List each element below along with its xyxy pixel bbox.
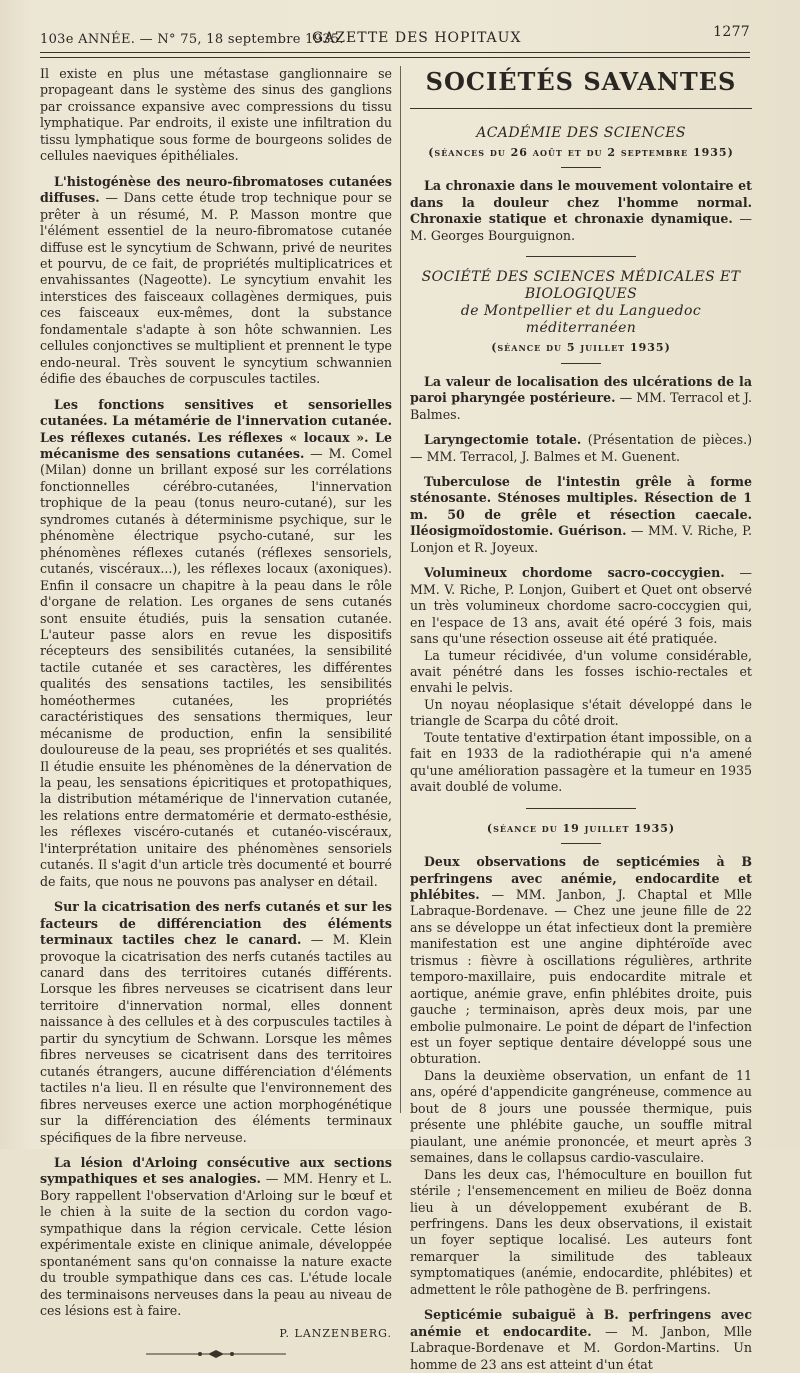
entry-septicemies <box>410 854 752 1068</box>
entry-authors: — MM. V. Riche, P. Lonjon, Guibert et Quet ont observé un très volumineux chordome sacro-coccygien qui, en l'espace de 13 ans, avait été opéré 3 fois, mais sans qu'une résection osseuse ait été pratiquée. <box>410 565 752 647</box>
entry-title: La chronaxie dans le mouvement volontaire et dans la douleur chez l'homme normal. Chronaxie statique et chronaxie dynamique. <box>410 178 752 227</box>
entry-paroi-pharyngee <box>410 374 752 423</box>
entry-chordome <box>410 565 752 647</box>
article-title: La lésion d'Arloing consécutive aux sections sympathiques et ses analogies. <box>40 1155 392 1187</box>
divider-rule <box>526 808 636 809</box>
entry-authors: (Présentation de pièces.) — MM. Terracol, J. Balmes et M. Guenent. <box>410 432 752 464</box>
entry-chronaxie <box>410 178 752 244</box>
entry-authors: — MM. Janbon, J. Chaptal et Mlle Labraque-Bordenave. — Chez une jeune fille de 22 ans se développe un état infectieux dont la première manifestation est une angine diphtéroïde avec trismus : fièvre à oscillations régulières, arthrite temporo-maxillaire, puis endocardite mitrale et aortique, anémie grave, enfin phlébites droite, puis gauche ; terminaison, après deux mois, par une embolie pulmonaire. Le point de départ de l'infection est un foyer septique dentaire développé sous une obturation. <box>410 886 752 1067</box>
entry-laryngectomie <box>410 432 752 465</box>
article-arloing <box>40 1155 392 1320</box>
entry-authors: — MM. Terracol et J. Balmes. <box>410 390 752 422</box>
short-rule <box>561 843 601 844</box>
end-ornament <box>146 1350 286 1358</box>
section-rule <box>410 108 752 111</box>
intro-paragraph: Il existe en plus une métastase ganglionnaire se propageant dans le système des sinus des ganglions par croissance expansive avec compressions du tissu lymphatique. Par endroits, il existe une infiltration du tissu lymphatique sous forme de bourgeons solides de cellules naeviques épithéliales. <box>40 66 392 164</box>
left-column <box>40 66 392 1358</box>
article-body: — Dans cette étude trop technique pour se prêter à un résumé, M. P. Masson montre que l'élément essentiel de la neuro-fibromatose cutanée diffuse est le syncytium de Schwann, privé de neurites et pourvu, de ce fait, de propriétés multiplicatrices et envahissantes (Nageotte). Le syncytium envahit les interstices des faisceaux collagènes dermiques, puis ces faisceaux eux-mêmes, dont la substance fondamentale s'adapte à son hôte schwannien. Les cellules conjonctives se multiplient et prennent le type endo-neural. Très souvent le syncytium schwannien édifie des ébauches de corpuscules tactiles. <box>40 190 392 387</box>
issue-line: 103e ANNÉE. — N° 75, 18 septembre 1935. <box>40 32 344 47</box>
entry-title: Deux observations de septicémies à B perfringens avec anémie, endocardite et phlébites. <box>410 854 752 902</box>
article-body: — M. Comel (Milan) donne un brillant exposé sur les corrélations fonctionnelles cérébro-cutanées, l'innervation trophique de la peau (tonus neuro-cutané), sur les syndromes cutanés à déterminisme psychique, sur le phénomène électrique psycho-cutané, sur les phénomènes réflexes cutanés (réflexes sensoriels, cutanés, viscéraux...), les réflexes locaux (axoniques). Enfin il consacre un chapitre à la peau dans le rôle d'organe de relation. Les organes de sens cutanés sont ensuite étudiés, puis la sensation cutanée. L'auteur passe alors en revue les dispositifs récepteurs des sensibilités cutanées, la sensibilité tactile cutanée et ses caractères, les différentes qualités des sensations tactiles, les sensibilités homéothermes cutanées, les propriétés caractéristiques des sensations thermiques, leur mécanisme de production, enfin la sensibilité douloureuse de la peau, ses propriétés et ses qualités. Il étudie ensuite les phénomènes de la dénervation de la peau, les sensations épicritiques et protopathiques, la distribution métamérique de l'innervation cutanée, les relations entre dermatomérie et dermato-esthésie, les réflexes viscéro-cutanés et cutanéo-viscéraux, l'interprétation unitaire des phénomènes sensoriels cutanés. Il s'agit d'un article très documenté et bourré de faits, que nous ne pouvons pas analyser en détail. <box>40 445 392 889</box>
section-title: SOCIÉTÉS SAVANTES <box>425 67 737 96</box>
entry-authors: — M. Janbon, Mlle Labraque-Bordenave et M. Gordon-Martins. Un homme de 23 ans est atteint d'un état <box>410 1323 752 1372</box>
author-signature: P. LANZENBERG. <box>279 1326 392 1340</box>
article-fonctions-sensitives <box>40 397 392 891</box>
chordome-paragraph: La tumeur récidivée, d'un volume considérable, avait pénétré dans les fosses ischio-rectales et envahi le pelvis. <box>410 647 752 696</box>
article-cicatrisation <box>40 899 392 1146</box>
article-title: L'histogénèse des neuro-fibromatoses cutanées diffuses. <box>40 173 392 206</box>
chordome-paragraph: Toute tentative d'extirpation étant impossible, on a fait en 1933 de la radiothérapie qui n'a amené qu'une amélioration passagère et la tumeur en 1935 avait doublé de volume. <box>410 729 752 795</box>
right-column <box>410 66 752 1373</box>
article-title: Les fonctions sensitives et sensorielles cutanées. La métamérie de l'innervation cutanée. Les réflexes cutanés. Les réflexes « locaux ». Le mécanisme des sensations cutanées. <box>40 396 392 461</box>
short-rule <box>561 363 601 364</box>
header-rule <box>40 52 750 58</box>
article-body: — M. Klein provoque la cicatrisation des nerfs cutanés tactiles au canard dans des territoires cutanés différents. Lorsque les fibres nerveuses se cicatrisent dans leur territoire d'innervation normal, elles donnent naissance à des cellules et à des corpuscules tactiles à partir du syncytium de Schwann. Lorsque les mêmes fibres nerveuses se cicatrisent dans des territoires cutanés étrangers, aucune différenciation d'éléments tactiles n'a lieu. Il en résulte que l'environnement des fibres nerveuses exerce une action morphogénétique sur la différenciation des éléments terminaux spécifiques de la fibre nerveuse. <box>40 932 393 1145</box>
entry-authors: — MM. V. Riche, P. Lonjon et R. Joyeux. <box>410 523 753 555</box>
entry-tuberculose-intestin <box>410 474 752 556</box>
septicemie-paragraph: Dans la deuxième observation, un enfant de 11 ans, opéré d'appendicite gangréneuse, commence au bout de 8 jours une poussée thermique, puis présente une phlébite gauche, un souffle mitral piaulant, une anémie prononcée, et meurt après 3 semaines, dans le collapsus cardio-vasculaire. <box>410 1067 752 1166</box>
seance-date: (séance du 5 juillet 1935) <box>491 341 671 355</box>
entry-title: La valeur de localisation des ulcérations de la paroi pharyngée postérieure. <box>410 373 752 406</box>
divider-rule <box>526 256 636 257</box>
seance-date: (séances du 26 août et du 2 septembre 1935) <box>428 146 734 159</box>
page-number: 1277 <box>713 24 750 40</box>
academie-name: ACADÉMIE DES SCIENCES <box>476 125 686 141</box>
journal-title: GAZETTE DES HOPITAUX <box>312 30 522 46</box>
septicemie-paragraph: Dans les deux cas, l'hémoculture en bouillon fut stérile ; l'ensemencement en milieu de Boëz donna lieu à un développement exubérant de B. perfringens. Dans les deux observations, il existait un foyer septique localisé. Les auteurs font remarquer la similitude des tableaux symptomatiques (anémie, endocardite, phlébites) et admettent le rôle pathogène de B. perfringens. <box>410 1166 752 1297</box>
societe-name: SOCIÉTÉ DES SCIENCES MÉDICALES ET BIOLOGIQUES <box>421 269 741 303</box>
entry-title: Laryngectomie totale. <box>424 432 582 448</box>
entry-title: Tuberculose de l'intestin grêle à forme sténosante. Sténoses multiples. Résection de 1 m. 50 de grêle et résection caecale. Iléosigmoïdostomie. Guérison. <box>410 473 752 539</box>
short-rule <box>561 167 601 168</box>
column-divider <box>400 66 401 1113</box>
entry-title: Septicémie subaiguë à B. perfringens avec anémie et endocardite. <box>410 1307 752 1339</box>
entry-authors: — M. Georges Bourguignon. <box>410 211 752 243</box>
article-title: Sur la cicatrisation des nerfs cutanés et sur les facteurs de différenciation des éléments terminaux tactiles chez le canard. <box>40 899 392 948</box>
societe-name-line2: de Montpellier et du Languedoc méditerranéen <box>460 303 702 337</box>
entry-septicemie-subaigue <box>410 1307 752 1373</box>
seance-date: (séance du 19 juillet 1935) <box>486 821 676 835</box>
article-body: — MM. Henry et L. Bory rappellent l'observation d'Arloing sur le bœuf et le chien à la suite de la section du cordon vago-sympathique dans la région cervicale. Cette lésion expérimentale existe en clinique animale, développée spontanément sans qu'on connaisse la nature exacte du trouble sympathique dans ces cas. L'étude locale des terminaisons nerveuses dans la peau au niveau de ces lésions est à faire. <box>40 1171 393 1319</box>
chordome-paragraph: Un noyau néoplasique s'était développé dans le triangle de Scarpa du côté droit. <box>410 696 752 729</box>
page-header <box>40 24 750 52</box>
entry-title: Volumineux chordome sacro-coccygien. <box>424 565 725 581</box>
article-histogenese <box>40 174 392 388</box>
